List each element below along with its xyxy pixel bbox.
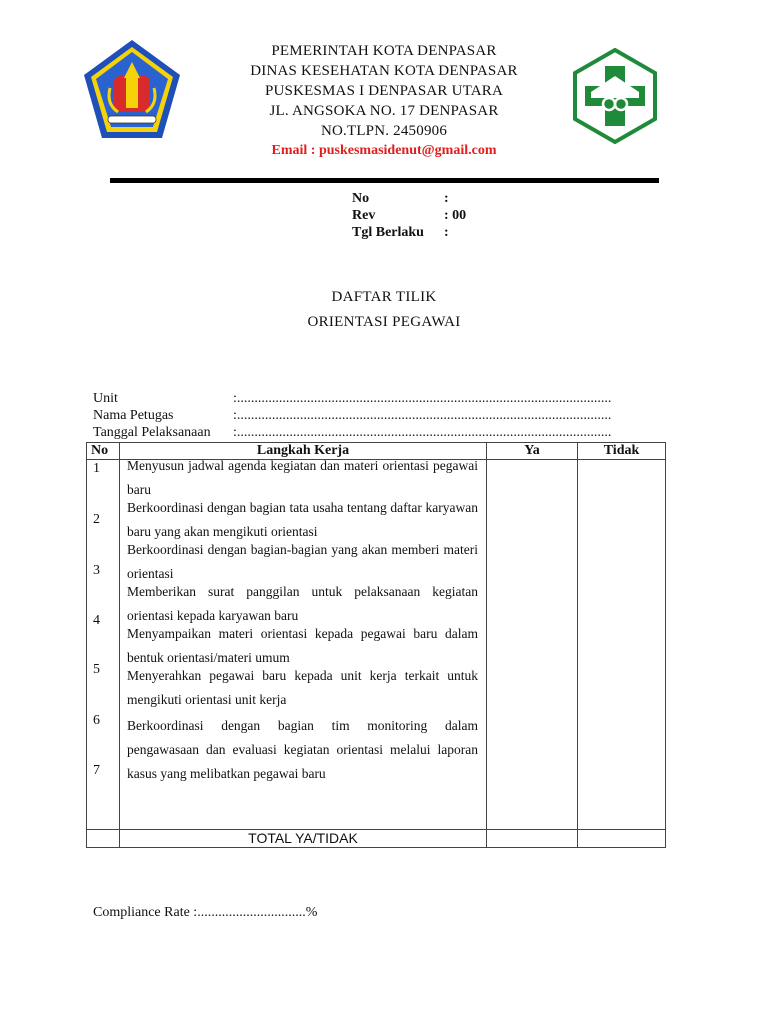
field-label: Tanggal Pelaksanaan: [93, 425, 211, 440]
step-text: Memberikan surat panggilan untuk pelaksanaan kegiatan orientasi kepada karyawan baru: [127, 584, 478, 623]
step-text: Berkoordinasi dengan bagian tata usaha tentang daftar karyawan baru yang akan mengikuti orientasi: [127, 500, 478, 539]
header-divider: [110, 178, 659, 183]
doc-info-value: :: [444, 191, 449, 206]
denpasar-emblem-logo: [82, 38, 182, 140]
row-number: 3: [93, 563, 100, 578]
field-value: :...........................................................................................................: [233, 425, 612, 440]
doc-info-row: [352, 207, 466, 224]
row-number: 6: [93, 713, 100, 728]
field-officer-name: [93, 407, 653, 424]
total-spacer-cell: [87, 830, 120, 848]
doc-info-row: [352, 224, 466, 241]
doc-info-value: :: [444, 225, 449, 240]
doc-info-row: [352, 190, 466, 207]
doc-info-label: Tgl Berlaku: [352, 225, 424, 240]
document-info: [352, 190, 466, 241]
row-number: 1: [93, 461, 100, 476]
table-body-row: [87, 460, 666, 830]
field-label: Unit: [93, 391, 118, 406]
header-tidak: Tidak: [578, 443, 666, 460]
document-title: DAFTAR TILIK: [331, 289, 437, 305]
field-label: Nama Petugas: [93, 408, 174, 423]
header-email: Email : puskesmasidenut@gmail.com: [271, 143, 497, 158]
row-number: 4: [93, 613, 100, 628]
compliance-rate: Compliance Rate :...............................%: [93, 905, 318, 920]
checklist-table: [86, 442, 666, 848]
table-total-row: [87, 830, 666, 848]
step-text: Menyampaikan materi orientasi kepada pegawai baru dalam bentuk orientasi/materi umum: [127, 626, 478, 665]
doc-info-label: Rev: [352, 208, 376, 223]
tidak-cell[interactable]: [578, 460, 666, 830]
header-step: Langkah Kerja: [120, 443, 487, 460]
field-unit: [93, 390, 653, 407]
header-line-phone: NO.TLPN. 2450906: [320, 123, 448, 139]
total-tidak-cell[interactable]: [578, 830, 666, 848]
step-text: Menyusun jadwal agenda kegiatan dan materi orientasi pegawai baru: [127, 458, 478, 497]
header-line-government: PEMERINTAH KOTA DENPASAR: [271, 43, 497, 59]
field-value: :...........................................................................................................: [233, 391, 612, 406]
field-implementation-date: [93, 424, 653, 441]
steps-cell: [120, 460, 487, 830]
total-ya-cell[interactable]: [487, 830, 578, 848]
header-line-address: JL. ANGSOKA NO. 17 DENPASAR: [269, 103, 499, 119]
header-no: No: [87, 443, 120, 460]
header-line-health-office: DINAS KESEHATAN KOTA DENPASAR: [250, 63, 518, 79]
form-fields: [93, 390, 653, 441]
field-value: :...........................................................................................................: [233, 408, 612, 423]
step-text: Berkoordinasi dengan bagian-bagian yang akan memberi materi orientasi: [127, 542, 478, 581]
doc-info-value: : 00: [444, 208, 467, 223]
row-number: 2: [93, 512, 100, 527]
row-number: 5: [93, 662, 100, 677]
total-label: TOTAL YA/TIDAK: [120, 830, 487, 848]
step-text: Menyerahkan pegawai baru kepada unit kerja terkait untuk mengikuti orientasi unit kerja: [127, 668, 478, 707]
letterhead: [180, 41, 588, 161]
header-line-puskesmas: PUSKESMAS I DENPASAR UTARA: [264, 83, 504, 99]
numbers-cell: [87, 460, 120, 830]
row-number: 7: [93, 763, 100, 778]
ya-cell[interactable]: [487, 460, 578, 830]
header-ya: Ya: [487, 443, 578, 460]
document-subtitle: ORIENTASI PEGAWAI: [307, 314, 461, 330]
doc-info-label: No: [352, 191, 370, 206]
step-text: Berkoordinasi dengan bagian tim monitoring dalam pengawasaan dan evaluasi kegiatan orientasi melalui laporan kasus yang melibatkan pegawai baru: [127, 718, 478, 781]
